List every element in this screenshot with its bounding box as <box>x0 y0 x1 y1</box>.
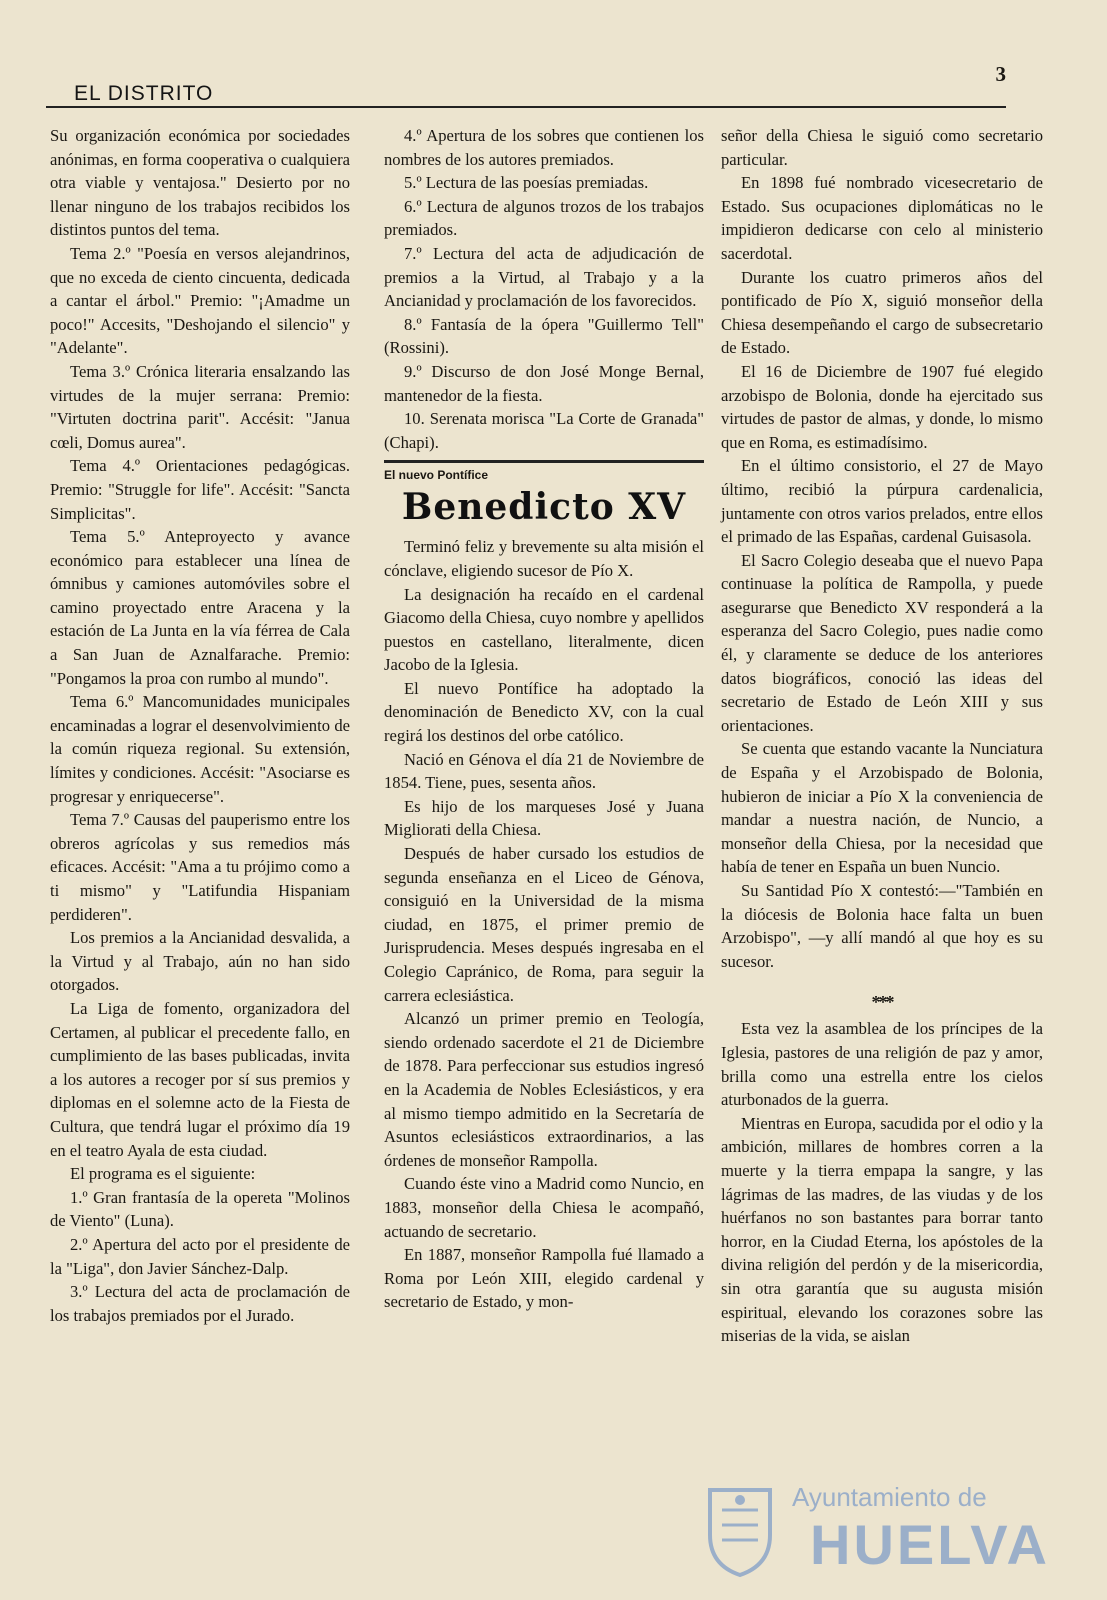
program-item: 7.º Lectura del acta de adjudicación de premios a la Virtud, al Trabajo y a la Ancianidad y proclamación de los favorecidos. <box>384 243 704 311</box>
paragraph: Cuando éste vino a Madrid como Nuncio, en 1883, monseñor della Chiesa le acompañó, actuando de secretario. <box>384 1174 704 1241</box>
paragraph: En 1887, monseñor Rampolla fué llamado a Roma por León XIII, elegido cardenal y secretario de Estado, y mon- <box>384 1245 704 1312</box>
section-label: El nuevo Pontífice <box>384 468 489 483</box>
paragraph: Tema 6.º Mancomunidades municipales encaminadas a lograr el desenvolvimiento de la común riqueza regional. Su extensión, límites y condiciones. Accésit: "Asociarse es progresar y enriquecerse". <box>50 692 350 806</box>
paragraph: Se cuenta que estando vacante la Nunciatura de España y el Arzobispado de Bolonia, hubieron de iniciar a Pío X la conveniencia de mandar a nuestra nación, de Nuncio, a monseñor della Chiesa, por la necesidad que había de tener en España un buen Nuncio. <box>721 739 1043 877</box>
program-item: 6.º Lectura de algunos trozos de los trabajos premiados. <box>384 196 704 240</box>
paragraph: Tema 5.º Anteproyecto y avance económico para establecer una línea de ómnibus y camiones automóviles sobre el camino proyectado entre Aracena y la estación de La Junta en la vía férrea de Cala a San Juan de Aznalfarache. Premio: "Pongamos la proa con rumbo al mundo". <box>50 527 350 688</box>
paragraph: Mientras en Europa, sacudida por el odio y la ambición, millares de hombres corren a la muerte y la tierra empapa la sangre, y las lágrimas de las madres, de las viudas y de los huérfanos no son bastantes para borrar tanto horror, en la Ciudad Eterna, los apóstoles de la divina religión del perdón y de la misericordia, sin otra garantía que su augusta misión espiritual, elevando los corazones sobre las miserias de la vida, se aislan <box>721 1113 1043 1346</box>
paragraph: El nuevo Pontífice ha adoptado la denominación de Benedicto XV, con la cual regirá los destinos del orbe católico. <box>384 678 704 746</box>
paragraph: Terminó feliz y brevemente su alta misión el cónclave, eligiendo sucesor de Pío X. <box>384 537 704 580</box>
page-header <box>46 62 1006 108</box>
watermark-line1: Ayuntamiento de <box>792 1482 987 1512</box>
column-3 <box>721 124 1043 1348</box>
paragraph: Su Santidad Pío X contestó:—"También en la diócesis de Bolonia hace falta un buen Arzobispo", —y allí mandó al que hoy es su sucesor. <box>721 881 1043 971</box>
paragraph: Nació en Génova el día 21 de Noviembre de 1854. Tiene, pues, sesenta años. <box>384 749 704 793</box>
paragraph: En 1898 fué nombrado vicesecretario de Estado. Sus ocupaciones diplomáticas no le impidieron dedicarse con celo al ministerio sacerdotal. <box>721 173 1043 263</box>
program-item: 2.º Apertura del acto por el presidente de la "Liga", don Javier Sánchez-Dalp. <box>50 1234 350 1278</box>
paragraph: señor della Chiesa le siguió como secretario particular. <box>721 126 1043 169</box>
section-divider <box>384 460 704 463</box>
paragraph: Esta vez la asamblea de los príncipes de la Iglesia, pastores de una religión de paz y amor, brilla como una estrella entre los cielos aturbonados de la guerra. <box>721 1019 1043 1110</box>
program-item: 8.º Fantasía de la ópera "Guillermo Tell" (Rossini). <box>384 314 704 358</box>
paragraph: Tema 2.º "Poesía en versos alejandrinos, que no exceda de ciento cincuenta, dedicada a cantar el árbol." Premio: "¡Amadme un poco!" Accesits, "Deshojando el silencio" y "Adelante". <box>50 243 350 358</box>
watermark-line2: HUELVA <box>810 1513 1050 1576</box>
paragraph: Después de haber cursado los estudios de segunda enseñanza en el Liceo de Génova, consiguió en la Universidad de la misma ciudad, en 1875, el primer premio de Jurisprudencia. Meses después ingresaba en el Colegio Capránico, de Roma, para seguir la carrera eclesiástica. <box>384 844 704 1005</box>
paragraph: La Liga de fomento, organizadora del Certamen, al publicar el precedente fallo, en cumplimiento de las bases publicadas, invita a los autores a recoger por sí sus premios y diplomas en el solemne acto de la Fiesta de Cultura, que tendrá lugar el próximo día 19 en el teatro Ayala de esta ciudad. <box>50 998 350 1160</box>
asterism-separator: *** <box>871 992 893 1013</box>
article-headline: Benedicto XV <box>401 486 687 529</box>
program-item: 5.º Lectura de las poesías premiadas. <box>404 173 649 193</box>
paragraph: El programa es el siguiente: <box>70 1164 256 1184</box>
program-item: 4.º Apertura de los sobres que contienen los nombres de los autores premiados. <box>384 126 704 169</box>
archive-watermark <box>700 1480 1060 1590</box>
city-shield-icon <box>700 1480 780 1580</box>
paragraph: En el último consistorio, el 27 de Mayo último, recibió la púrpura cardenalicia, juntamente con otros varios prelados, entre ellos el primado de las Españas, cardenal Guisasola. <box>721 456 1043 547</box>
paragraph: Alcanzó un primer premio en Teología, siendo ordenado sacerdote el 21 de Diciembre de 1878. Para perfeccionar sus estudios ingresó en la Academia de Nobles Eclesiásticos, y era al mismo tiempo admitido en la Secretaría de Asuntos eclesiásticos extraordinarios, a las órdenes de monseñor Rampolla. <box>384 1009 704 1170</box>
paragraph: Durante los cuatro primeros años del pontificado de Pío X, siguió monseñor della Chiesa desempeñando el cargo de subsecretario de Estado. <box>721 267 1043 358</box>
paragraph: Tema 3.º Crónica literaria ensalzando las virtudes de la mujer serrana: Premio: "Virtuten doctrina parit". Accésit: "Janua cœli, Domus aurea". <box>50 361 350 452</box>
paragraph: Es hijo de los marqueses José y Juana Migliorati della Chiesa. <box>384 796 704 840</box>
paragraph: Tema 4.º Orientaciones pedagógicas. Premio: "Struggle for life". Accésit: "Sancta Simplicitas". <box>50 456 350 523</box>
column-1 <box>50 124 350 1327</box>
program-item: 10. Serenata morisca "La Corte de Granada" (Chapi). <box>384 409 704 452</box>
paragraph: El 16 de Diciembre de 1907 fué elegido arzobispo de Bolonia, donde ha ejercitado sus virtudes de pastor de almas, y donde, lo mismo que en Roma, es estimadísimo. <box>721 361 1043 452</box>
newspaper-title: EL DISTRITO <box>74 82 214 105</box>
column-2 <box>384 124 704 1314</box>
page-number: 3 <box>995 62 1006 86</box>
paragraph: Tema 7.º Causas del pauperismo entre los obreros agrícolas y sus remedios más eficaces. Accésit: "Ama a tu prójimo como a ti mismo" y "Latifundia Hispaniam perdideren". <box>50 810 350 924</box>
paragraph: La designación ha recaído en el cardenal Giacomo della Chiesa, cuyo nombre y apellidos puestos en castellano, literalmente, dicen Jacobo de la Iglesia. <box>384 584 704 675</box>
paragraph: Los premios a la Ancianidad desvalida, a la Virtud y al Trabajo, aún no han sido otorgados. <box>50 928 350 995</box>
paragraph: Su organización económica por sociedades anónimas, en forma cooperativa o cualquiera otra viable y ventajosa." Desierto por no llenar ninguno de los trabajos recibidos los distintos puntos del tema. <box>50 126 350 240</box>
program-item: 1.º Gran frantasía de la opereta "Molinos de Viento" (Luna). <box>50 1187 350 1231</box>
program-item: 9.º Discurso de don José Monge Bernal, mantenedor de la fiesta. <box>384 361 704 405</box>
paragraph: El Sacro Colegio deseaba que el nuevo Papa continuase la política de Rampolla, y puede asegurarse que Benedicto XV responderá a la esperanza del Sacro Colegio, pues nadie como él, y claramente se deduce de los anteriores datos biográficos, conoció las ideas del secretario de Estado de León XIII y sus orientaciones. <box>721 550 1043 735</box>
program-item: 3.º Lectura del acta de proclamación de los trabajos premiados por el Jurado. <box>50 1282 350 1325</box>
